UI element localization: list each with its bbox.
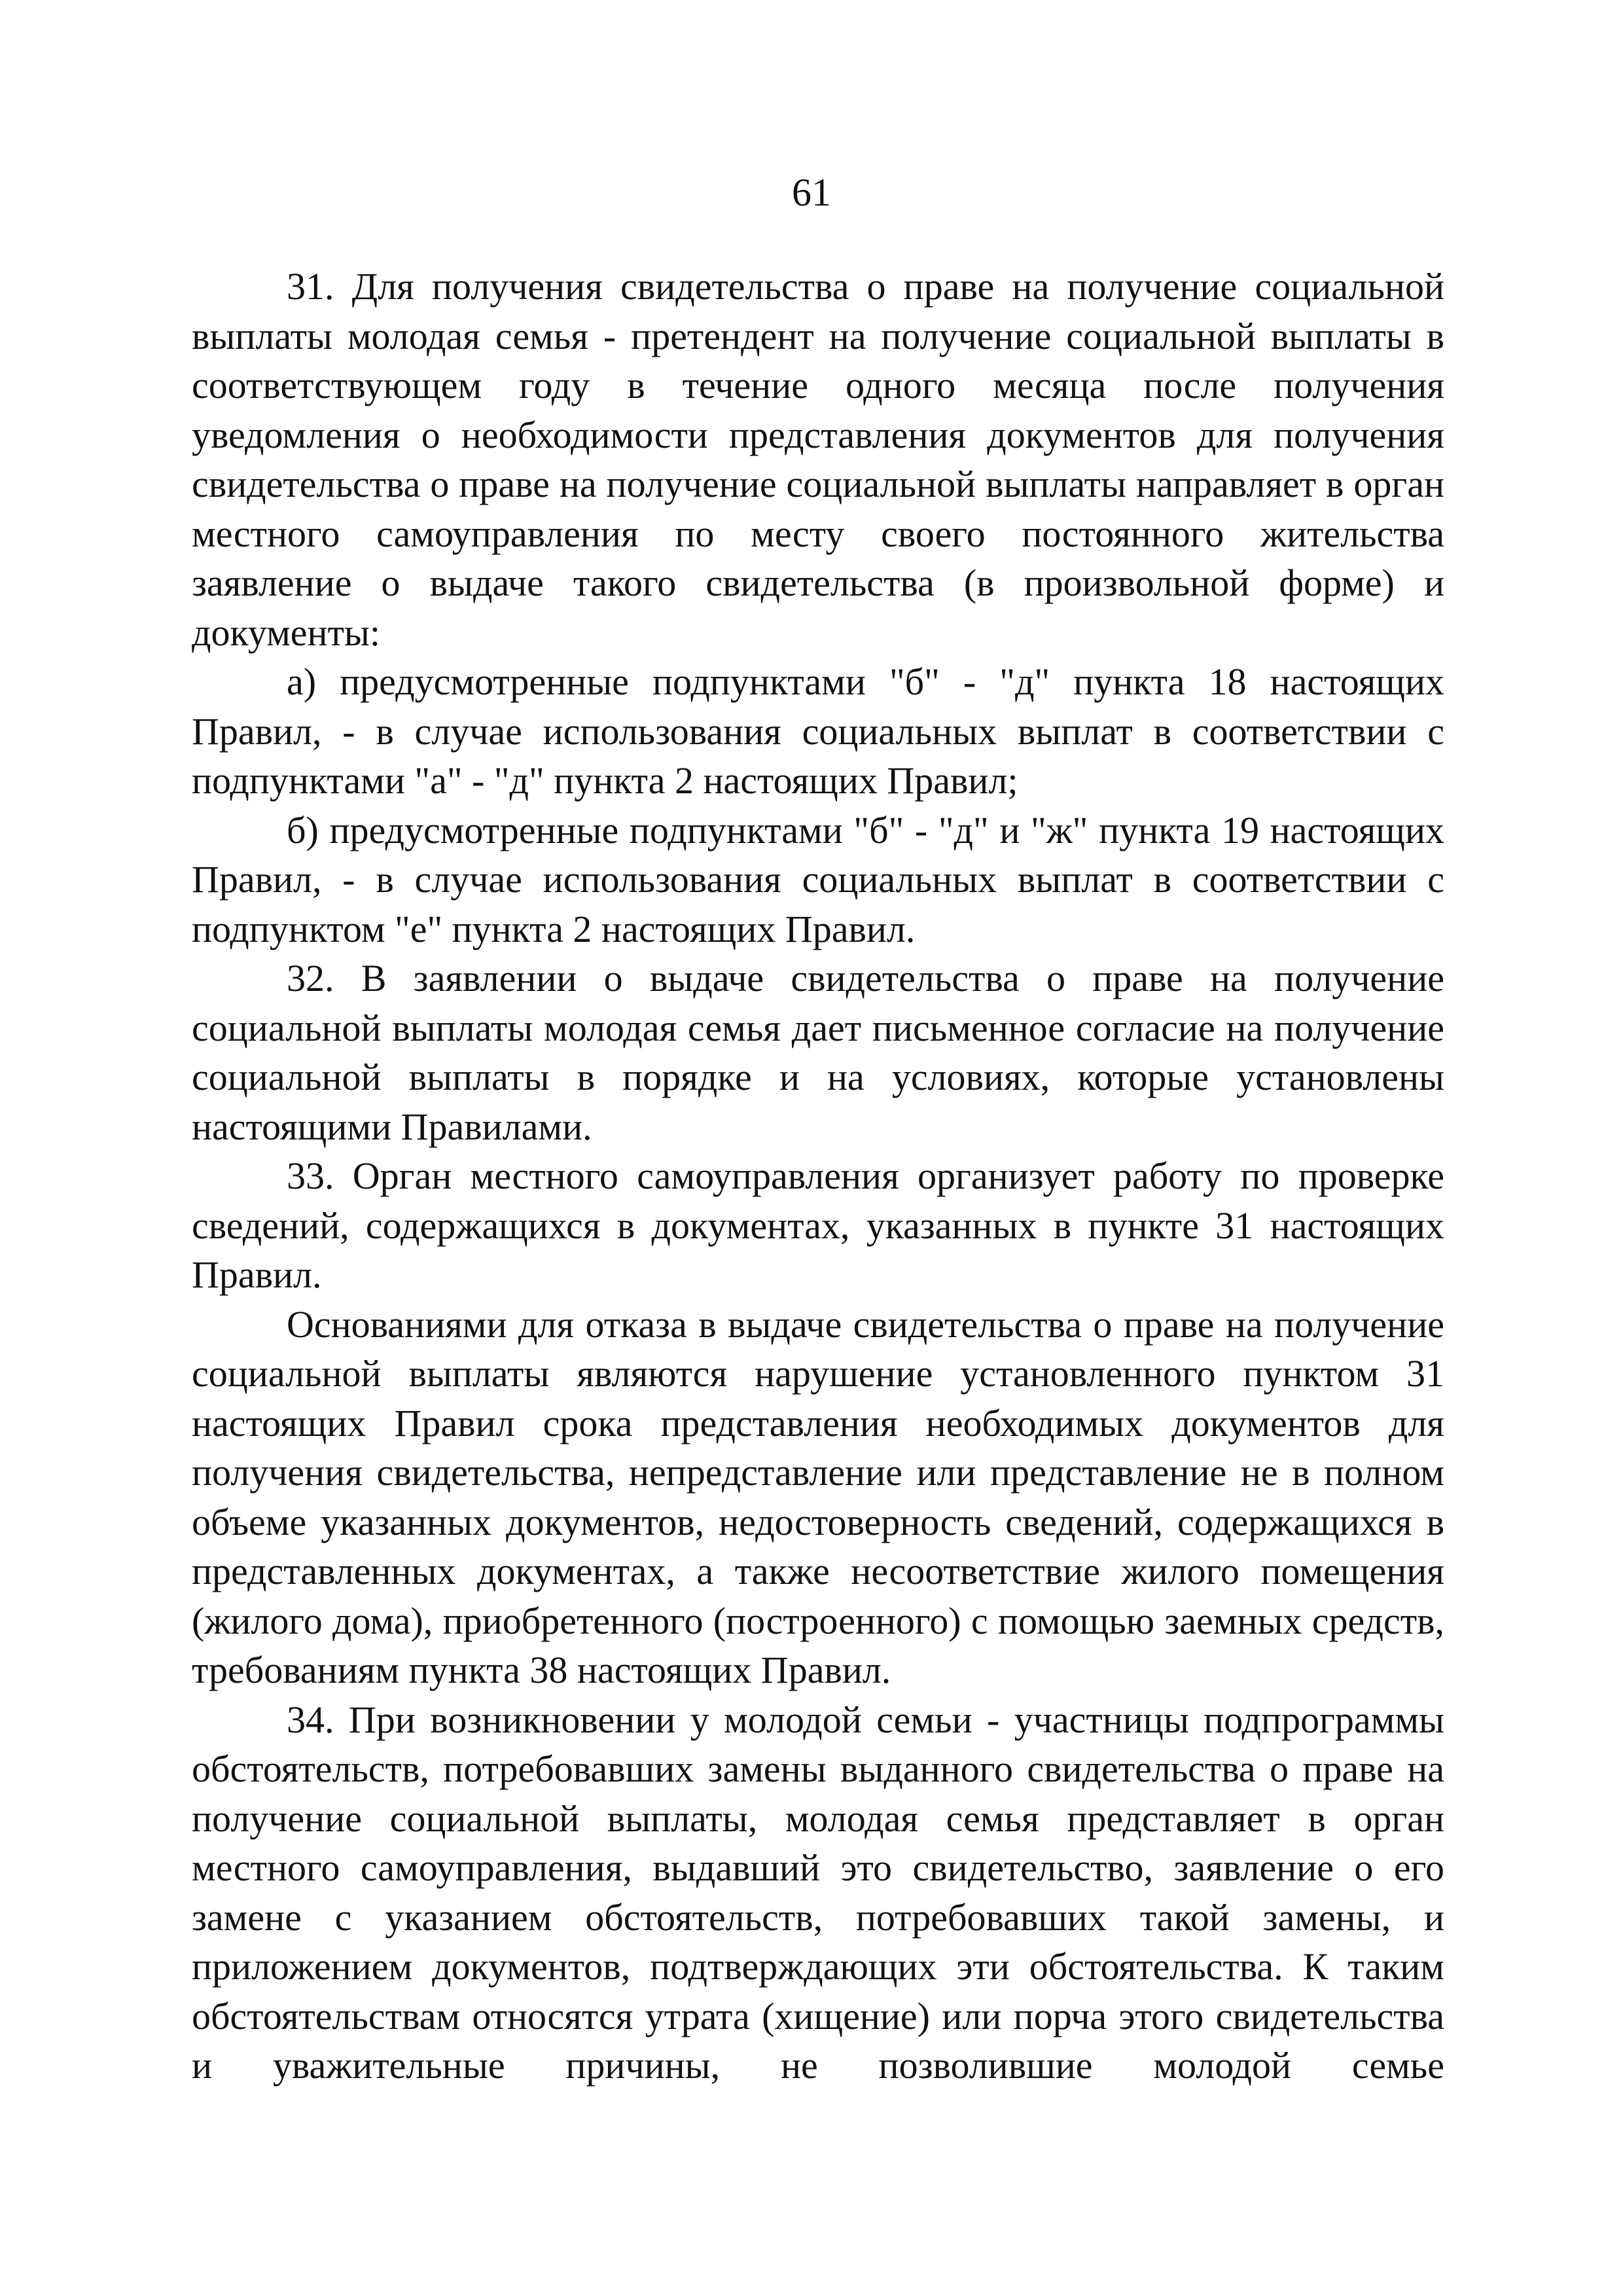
page-number: 61 — [792, 171, 831, 214]
document-body — [192, 262, 1444, 2090]
paragraph-33: 33. Орган местного самоуправления организует работу по проверке сведений, содержащихся в документах, указанных в пункте 31 настоящих Правил. — [192, 1155, 1444, 1296]
paragraph-31-item-a: а) предусмотренные подпунктами "б" - "д" пункта 18 настоящих Правил, - в случае использования социальных выплат в соответствии с подпунктами "а" - "д" пункта 2 настоящих Правил; — [192, 660, 1444, 802]
paragraph-31: 31. Для получения свидетельства о праве на получение социальной выплаты молодая семья - претендент на получение социальной выплаты в соответствующем году в течение одного месяца после получения уведомления о необходимости представления документов для получения свидетельства о праве на получение социальной выплаты направляет в орган местного самоуправления по месту своего постоянного жительства заявление о выдаче такого свидетельства (в произвольной форме) и документы: — [192, 265, 1444, 654]
paragraph-31-item-b: б) предусмотренные подпунктами "б" - "д" и "ж" пункта 19 настоящих Правил, - в случае использования социальных выплат в соответствии с подпунктом "е" пункта 2 настоящих Правил. — [192, 808, 1444, 950]
paragraph-34: 34. При возникновении у молодой семьи - участницы подпрограммы обстоятельств, потребовавших замены выданного свидетельства о праве на получение социальной выплаты, молодая семья представляет в орган местного самоуправления, выдавший это свидетельство, заявление о его замене с указанием обстоятельств, потребовавших такой замены, и приложением документов, подтверждающих эти обстоятельства. К таким обстоятельствам относятся утрата (хищение) или порча этого свидетельства и уважительные причины, не позволившие молодой семье — [192, 1698, 1444, 2087]
paragraph-32: 32. В заявлении о выдаче свидетельства о праве на получение социальной выплаты молодая семья дает письменное согласие на получение социальной выплаты в порядке и на условиях, которые установлены настоящими Правилами. — [192, 957, 1444, 1148]
paragraph-33-grounds-for-refusal: Основаниями для отказа в выдаче свидетельства о праве на получение социальной выплаты являются нарушение установленного пунктом 31 настоящих Правил срока представления необходимых документов для получения свидетельства, непредставление или представление не в полном объеме указанных документов, недостоверность сведений, содержащихся в представленных документах, а также несоответствие жилого помещения (жилого дома), приобретенного (построенного) с помощью заемных средств, требованиям пункта 38 настоящих Правил. — [192, 1302, 1444, 1691]
